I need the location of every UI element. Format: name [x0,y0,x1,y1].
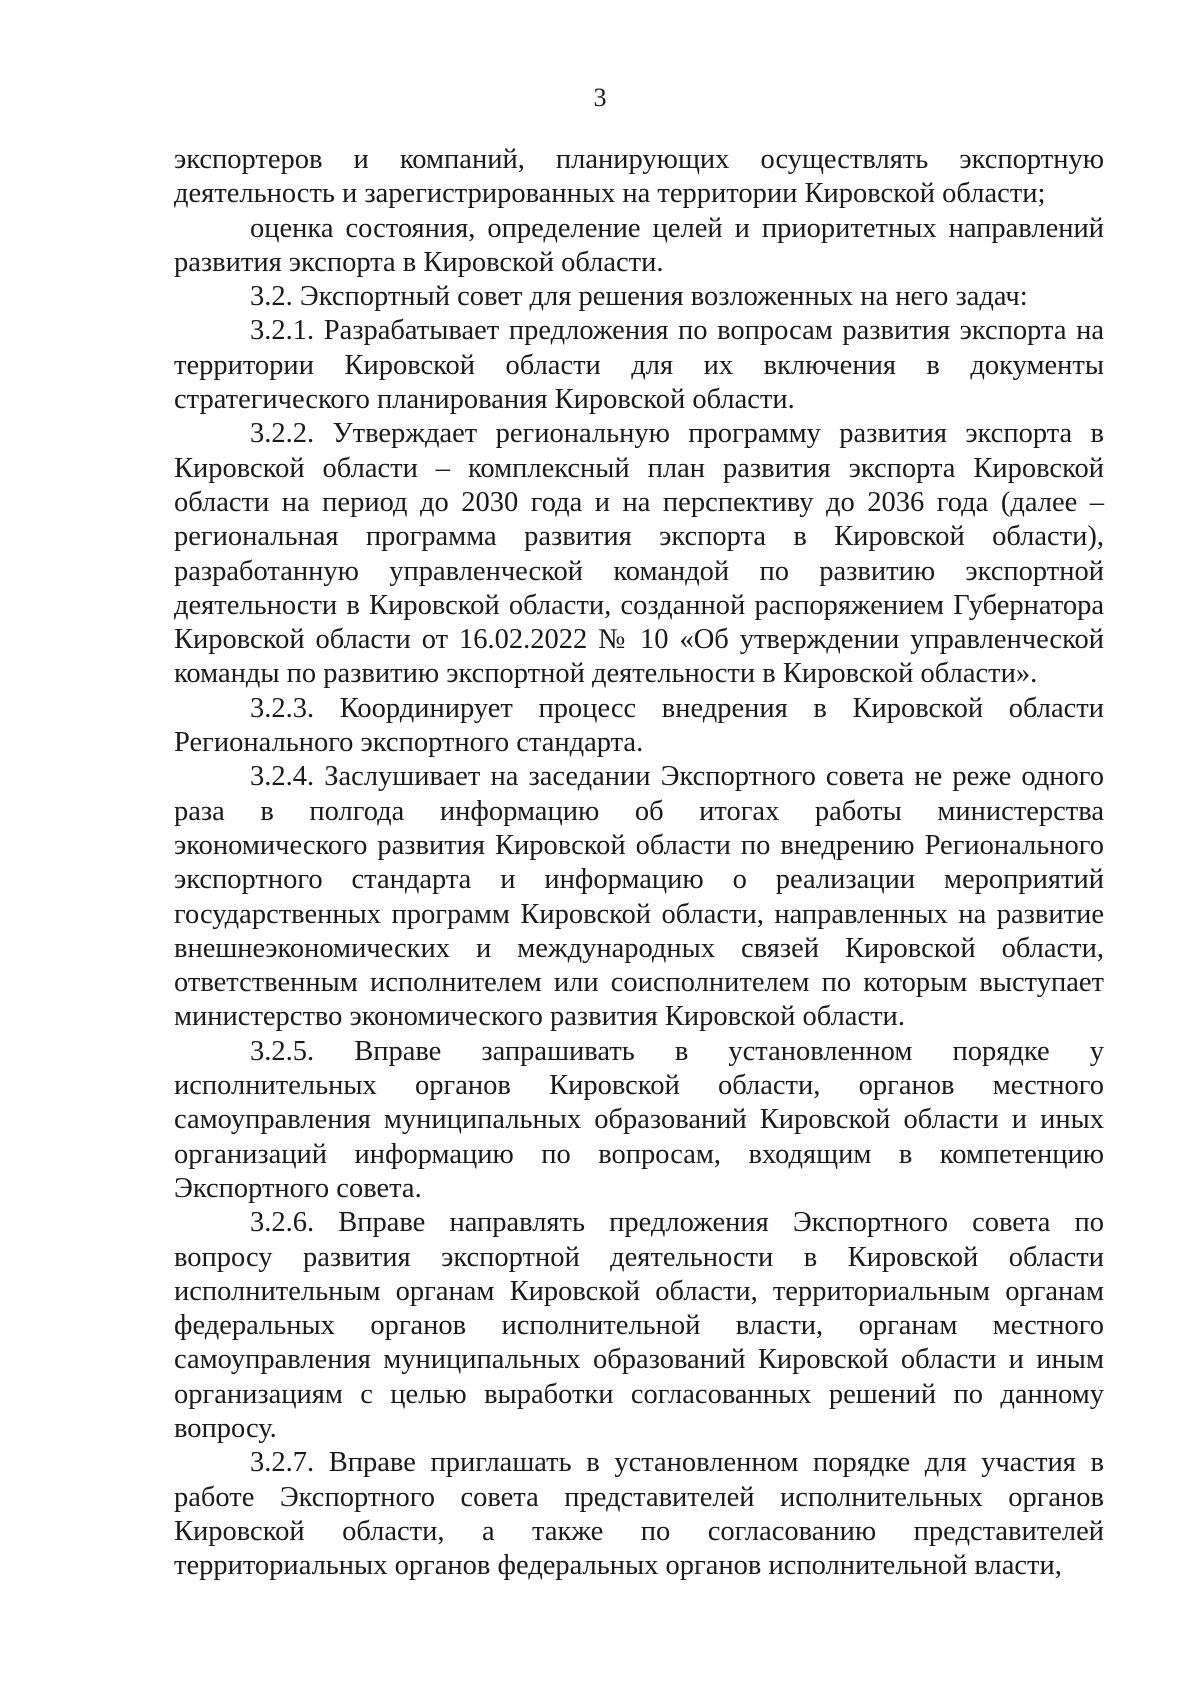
paragraph-3-2-7: 3.2.7. Вправе приглашать в установленном порядке для участия в работе Экспортного совета представителей исполнительных органов Кировской области, а также по согласованию представителей территориальных органов федеральных органов исполнительной власти, [174,1447,1104,1582]
paragraph-3-2-2: 3.2.2. Утверждает региональную программу развития экспорта в Кировской области – комплексный план развития экспорта Кировской области на период до 2030 года и на перспективу до 2036 года (далее – региональная программа развития экспорта в Кировской области), разработанную управленческой командой по развитию экспортной деятельности в Кировской области, созданной распоряжением Губернатора Кировской области от 16.02.2022 № 10 «Об утверждении управленческой команды по развитию экспортной деятельности в Кировской области». [174,418,1104,690]
paragraph-2: оценка состояния, определение целей и приоритетных направлений развития экспорта в Кировской области. [174,212,1104,278]
paragraph-1: экспортеров и компаний, планирующих осуществлять экспортную деятельность и зарегистрированных на территории Кировской области; [174,144,1104,210]
paragraph-3-2-1: 3.2.1. Разрабатывает предложения по вопросам развития экспорта на территории Кировской области для их включения в документы стратегического планирования Кировской области. [174,315,1104,416]
paragraph-3-2-5: 3.2.5. Вправе запрашивать в установленном порядке у исполнительных органов Кировской области, органов местного самоуправления муниципальных образований Кировской области и иных организаций информацию по вопросам, входящим в компетенцию Экспортного совета. [174,1035,1104,1204]
paragraph-3-2: 3.2. Экспортный совет для решения возложенных на него задач: [250,281,1028,313]
page-number: 3 [593,83,607,112]
document-body [174,143,1104,1583]
paragraph-3-2-3: 3.2.3. Координирует процесс внедрения в Кировской области Регионального экспортного стандарта. [174,692,1104,759]
paragraph-3-2-4: 3.2.4. Заслушивает на заседании Экспортного совета не реже одного раза в полгода информацию об итогах работы министерства экономического развития Кировской области по внедрению Регионального экспортного стандарта и информацию о реализации мероприятий государственных программ Кировской области, направленных на развитие внешнеэкономических и международных связей Кировской области, ответственным исполнителем или соисполнителем по которым выступает министерство экономического развития Кировской области. [174,761,1104,1033]
paragraph-3-2-6: 3.2.6. Вправе направлять предложения Экспортного совета по вопросу развития экспортной деятельности в Кировской области исполнительным органам Кировской области, территориальным органам федеральных органов исполнительной власти, органам местного самоуправления муниципальных образований Кировской области и иным организациям с целью выработки согласованных решений по данному вопросу. [174,1207,1104,1444]
